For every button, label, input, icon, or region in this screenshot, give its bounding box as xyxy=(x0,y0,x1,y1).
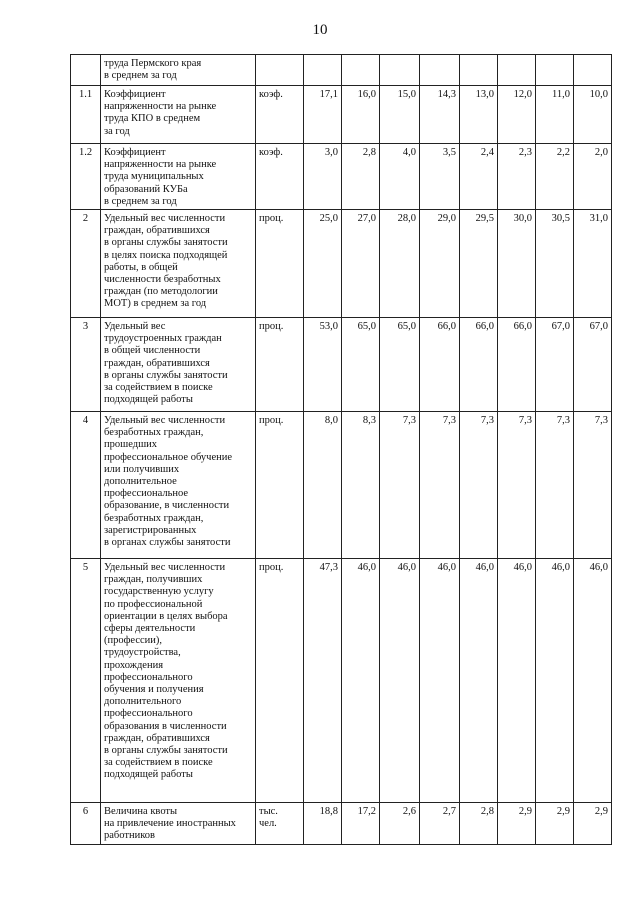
row-number-cell: 2 xyxy=(71,210,101,318)
table-row xyxy=(71,86,612,144)
value-cell: 67,0 xyxy=(574,318,612,412)
value-cell: 13,0 xyxy=(460,86,498,144)
indicator-name-cell: Величина квоты на привлечение иностранных работников xyxy=(101,803,256,845)
value-cell: 17,2 xyxy=(342,803,380,845)
table-row xyxy=(71,803,612,845)
value-cell: 4,0 xyxy=(380,144,420,210)
value-cell: 29,0 xyxy=(420,210,460,318)
value-cell: 53,0 xyxy=(304,318,342,412)
value-cell: 25,0 xyxy=(304,210,342,318)
value-cell: 65,0 xyxy=(380,318,420,412)
unit-cell: проц. xyxy=(256,412,304,559)
value-cell: 46,0 xyxy=(460,559,498,803)
value-cell: 2,9 xyxy=(498,803,536,845)
table-row xyxy=(71,559,612,803)
unit-cell: коэф. xyxy=(256,144,304,210)
row-number-cell: 3 xyxy=(71,318,101,412)
table-row xyxy=(71,144,612,210)
value-cell: 67,0 xyxy=(536,318,574,412)
value-cell: 14,3 xyxy=(420,86,460,144)
value-cell: 30,5 xyxy=(536,210,574,318)
value-cell: 46,0 xyxy=(342,559,380,803)
value-cell: 8,0 xyxy=(304,412,342,559)
value-cell: 2,2 xyxy=(536,144,574,210)
value-cell xyxy=(342,55,380,86)
row-number-cell: 1.2 xyxy=(71,144,101,210)
value-cell xyxy=(536,55,574,86)
indicator-name-cell: Удельный вес численности граждан, обратившихся в органы службы занятости в целях поиска подходящей работы, в общей численности безработных граждан (по методологии МОТ) в среднем за год xyxy=(101,210,256,318)
indicator-name-cell: Коэффициент напряженности на рынке труда КПО в среднем за год xyxy=(101,86,256,144)
value-cell xyxy=(498,55,536,86)
value-cell: 31,0 xyxy=(574,210,612,318)
unit-cell: тыс. чел. xyxy=(256,803,304,845)
indicators-table xyxy=(70,54,612,845)
value-cell: 28,0 xyxy=(380,210,420,318)
value-cell: 7,3 xyxy=(574,412,612,559)
value-cell: 15,0 xyxy=(380,86,420,144)
indicator-name-cell: Удельный вес численности граждан, получивших государственную услугу по профессиональной ориентации в целях выбора сферы деятельности (профессии), трудоустройства, прохождения профессионального обучения и получения дополнительного профессионального образования в численности граждан, обратившихся в органы службы занятости за содействием в поиске подходящей работы xyxy=(101,559,256,803)
value-cell: 16,0 xyxy=(342,86,380,144)
unit-cell: проц. xyxy=(256,318,304,412)
value-cell: 7,3 xyxy=(460,412,498,559)
value-cell: 7,3 xyxy=(380,412,420,559)
value-cell: 2,3 xyxy=(498,144,536,210)
value-cell: 2,0 xyxy=(574,144,612,210)
indicator-name-cell: Коэффициент напряженности на рынке труда муниципальных образований КУБа в среднем за год xyxy=(101,144,256,210)
table-row xyxy=(71,210,612,318)
row-number-cell: 6 xyxy=(71,803,101,845)
indicator-name-cell: Удельный вес численности безработных граждан, прошедших профессиональное обучение или получивших дополнительное профессиональное образование, в численности безработных граждан, зарегистрированных в органах службы занятости xyxy=(101,412,256,559)
value-cell xyxy=(380,55,420,86)
value-cell: 7,3 xyxy=(420,412,460,559)
value-cell: 46,0 xyxy=(574,559,612,803)
indicator-name-cell: Удельный вес трудоустроенных граждан в общей численности граждан, обратившихся в органы службы занятости за содействием в поиске подходящей работы xyxy=(101,318,256,412)
value-cell: 18,8 xyxy=(304,803,342,845)
value-cell xyxy=(420,55,460,86)
indicator-name-cell: труда Пермского края в среднем за год xyxy=(101,55,256,86)
page-number: 10 xyxy=(312,22,328,38)
value-cell: 10,0 xyxy=(574,86,612,144)
value-cell: 46,0 xyxy=(536,559,574,803)
value-cell: 2,7 xyxy=(420,803,460,845)
unit-cell: проц. xyxy=(256,210,304,318)
value-cell: 46,0 xyxy=(420,559,460,803)
value-cell: 30,0 xyxy=(498,210,536,318)
value-cell: 29,5 xyxy=(460,210,498,318)
value-cell: 46,0 xyxy=(498,559,536,803)
value-cell: 2,4 xyxy=(460,144,498,210)
value-cell: 11,0 xyxy=(536,86,574,144)
value-cell: 7,3 xyxy=(536,412,574,559)
value-cell: 27,0 xyxy=(342,210,380,318)
row-number-cell xyxy=(71,55,101,86)
unit-cell xyxy=(256,55,304,86)
value-cell: 2,8 xyxy=(460,803,498,845)
value-cell: 12,0 xyxy=(498,86,536,144)
value-cell: 2,9 xyxy=(574,803,612,845)
row-number-cell: 1.1 xyxy=(71,86,101,144)
table-row xyxy=(71,318,612,412)
value-cell: 2,6 xyxy=(380,803,420,845)
table-row xyxy=(71,55,612,86)
value-cell: 7,3 xyxy=(498,412,536,559)
unit-cell: коэф. xyxy=(256,86,304,144)
value-cell: 3,0 xyxy=(304,144,342,210)
value-cell: 3,5 xyxy=(420,144,460,210)
value-cell xyxy=(574,55,612,86)
value-cell: 2,9 xyxy=(536,803,574,845)
value-cell: 2,8 xyxy=(342,144,380,210)
table-row xyxy=(71,412,612,559)
value-cell xyxy=(460,55,498,86)
value-cell: 47,3 xyxy=(304,559,342,803)
value-cell: 65,0 xyxy=(342,318,380,412)
row-number-cell: 5 xyxy=(71,559,101,803)
value-cell: 17,1 xyxy=(304,86,342,144)
unit-cell: проц. xyxy=(256,559,304,803)
row-number-cell: 4 xyxy=(71,412,101,559)
value-cell: 46,0 xyxy=(380,559,420,803)
value-cell: 66,0 xyxy=(460,318,498,412)
value-cell: 66,0 xyxy=(420,318,460,412)
value-cell xyxy=(304,55,342,86)
value-cell: 66,0 xyxy=(498,318,536,412)
value-cell: 8,3 xyxy=(342,412,380,559)
